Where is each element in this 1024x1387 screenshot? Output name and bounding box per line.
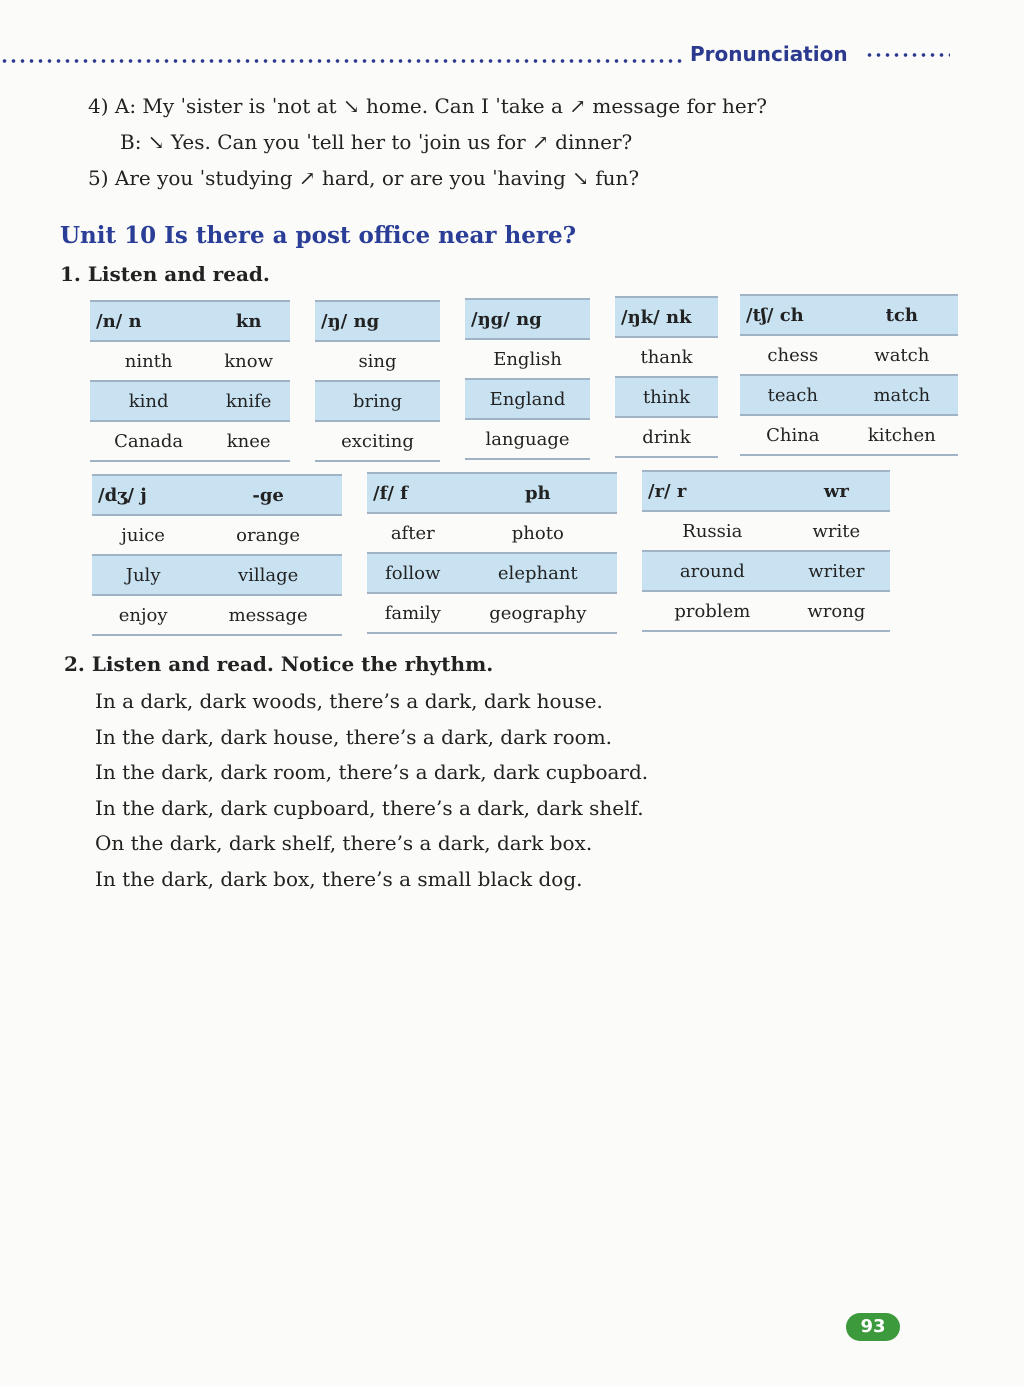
table-cell: geography [459,593,617,633]
poem-line: On the dark, dark shelf, there’s a dark, dark box. [95,831,593,856]
table-cell: knife [207,381,290,421]
exercise-1-label: 1. Listen and read. [60,262,270,286]
table-cell: orange [194,515,342,555]
table-header: /ŋg/ ng [465,299,590,339]
table-header: /ŋk/ nk [615,297,718,337]
table-cell: kind [90,381,207,421]
table-header: wr [783,471,890,511]
rhythm-poem [95,684,648,898]
phonics-table-ng [315,300,440,462]
phonics-table-r [642,470,890,632]
table-header: tch [846,295,958,335]
table-cell: Russia [642,511,783,551]
header-bar [0,38,950,68]
poem-line: In the dark, dark room, there’s a dark, dark cupboard. [95,760,649,785]
exercise-2-label: 2. Listen and read. Notice the rhythm. [64,652,494,676]
table-cell: enjoy [92,595,194,635]
dialog-line: B: ↘ Yes. Can you ˈtell her to ˈjoin us for ↗ dinner? [120,130,633,154]
table-cell: after [367,513,459,553]
phonics-table-ch [740,294,958,456]
poem-line: In a dark, dark woods, there’s a dark, dark house. [95,689,603,713]
header-dotted-rule-left [0,58,685,64]
table-cell: thank [615,337,718,377]
section-title: Pronunciation [690,42,848,66]
table-cell: Canada [90,421,207,461]
table-cell: follow [367,553,459,593]
table-cell: drink [615,417,718,457]
table-header: ph [459,473,617,513]
table-cell: July [92,555,194,595]
unit-title: Unit 10 Is there a post office near here? [60,222,577,249]
table-cell: English [465,339,590,379]
phonics-table-nk [615,296,718,458]
table-cell: kitchen [846,415,958,455]
table-cell: ninth [90,341,207,381]
table-cell: know [207,341,290,381]
header-dotted-rule-right [865,52,950,58]
table-cell: wrong [783,591,890,631]
poem-line: In the dark, dark cupboard, there’s a dark, dark shelf. [95,795,644,820]
table-cell: language [465,419,590,459]
page-number-badge: 93 [846,1313,900,1341]
table-header: /r/ r [642,471,783,511]
table-cell: exciting [315,421,440,461]
table-cell: think [615,377,718,417]
table-header: /tʃ/ ch [740,295,846,335]
dialog-line: 4) A: My ˈsister is ˈnot at ↘ home. Can I ˈtake a ↗ message for her? [88,94,767,118]
table-cell: knee [207,421,290,461]
poem-line: In the dark, dark box, there’s a small black dog. [95,866,583,891]
table-header: /f/ f [367,473,459,513]
phonics-table-ngg [465,298,590,460]
table-cell: village [194,555,342,595]
table-header: /ŋ/ ng [315,301,440,341]
table-cell: watch [846,335,958,375]
poem-line: In the dark, dark house, there’s a dark, dark room. [95,724,613,749]
table-cell: photo [459,513,617,553]
table-cell: writer [783,551,890,591]
table-cell: bring [315,381,440,421]
table-header: /dʒ/ j [92,475,194,515]
dialog-line: 5) Are you ˈstudying ↗ hard, or are you ˈhaving ↘ fun? [88,166,640,190]
table-cell: England [465,379,590,419]
table-header: /n/ n [90,301,207,341]
table-cell: chess [740,335,846,375]
table-cell: match [846,375,958,415]
table-cell: family [367,593,459,633]
phonics-table-dzh [92,474,342,636]
table-header: -ge [194,475,342,515]
table-cell: sing [315,341,440,381]
phonics-table-f [367,472,617,634]
table-cell: juice [92,515,194,555]
table-cell: problem [642,591,783,631]
table-cell: message [194,595,342,635]
table-cell: elephant [459,553,617,593]
table-cell: write [783,511,890,551]
table-header: kn [207,301,290,341]
dialog-block [88,88,767,196]
phonics-table-n [90,300,290,462]
table-cell: around [642,551,783,591]
table-cell: teach [740,375,846,415]
table-cell: China [740,415,846,455]
